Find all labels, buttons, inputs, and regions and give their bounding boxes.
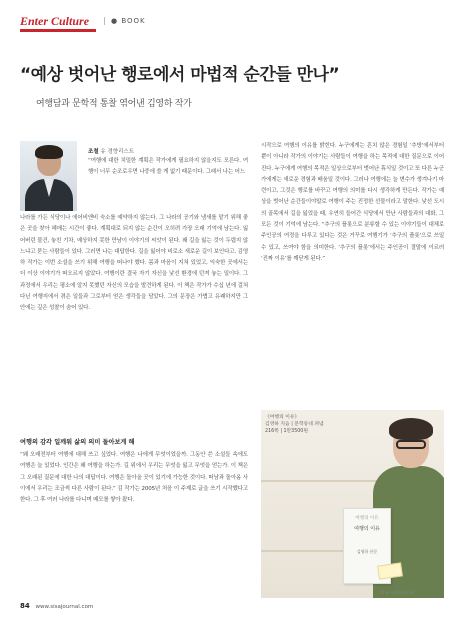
byline bbox=[88, 147, 134, 155]
header-rule bbox=[20, 29, 96, 32]
glasses-icon bbox=[396, 440, 426, 449]
body-paragraph-1: “여행에 대한 치밀한 계획은 작가에게 필요하지 않을지도 모른다. 여행이 너무 순조로우면 나중에 쓸 게 없기 때문이다. 그래서 나는 어느 bbox=[88, 158, 248, 176]
page-number: 84 bbox=[20, 602, 30, 610]
page-footer bbox=[20, 602, 93, 610]
byline-role: 유 경향리스트 bbox=[100, 149, 135, 155]
site-url: www.sisajournal.com bbox=[35, 604, 94, 610]
body-paragraph-2: 나라를 가든 식당이나 에어비앤비 숙소를 예약하지 않는다. 그 나라의 공기와 냄새를 맡기 위해 좋은 곳을 찾아 헤매는 시간이 좋다. 계획대로 되지 않는 순간이 오히려 가장 오래 기억에 남는다. 잃어버린 물건, 놓친 기차, 예상하지 못한 만남이 이야기의 씨앗이 된다. 왜 길을 잃는 것이 두렵지 않느냐고 묻는 사람들이 있다. 그러면 나는 대답한다. 길을 잃어야 비로소 새로운 길이 보인다고. 김영하 작가는 이번 소설을 쓰기 위해 여행을 떠나야 했다. 몸과 마음이 지쳐 있었고, 익숙한 곳에서는 더 이상 이야기가 떠오르지 않았다. 여행이란 결국 자기 자신을 낯선 환경에 던져 놓는 일이다. 그 과정에서 우리는 평소에 알지 못했던 자신의 모습을 발견하게 된다. 이 책은 작가가 수십 년에 걸쳐 다닌 여행지에서 겪은 일들과 그로부터 얻은 생각들을 담았다. 그의 문장은 가볍고 유쾌하지만 그 안에는 깊은 성찰이 숨어 있다. bbox=[20, 215, 248, 312]
section-title: Enter Culture bbox=[20, 14, 90, 28]
section-category: ● BOOK bbox=[111, 17, 146, 25]
header-separator: | bbox=[103, 16, 106, 25]
body-paragraph-4: 시작으로 여행의 이유를 밝힌다. 누구에게는 흔치 않은 경험일 ‘추방’에서부터 뿐이 아니라 작가의 이야기는 사람들이 여행을 하는 목적에 대한 질문으로 이어진다. 누구에게 여행의 목적은 일상으로부터 벗어난 휴식일 것이고 또 다른 누군가에게는 새로운 경험과 배움일 것이다. 그러나 여행에는 늘 변수가 생겨나기 마련이고, 그것은 행로를 바꾸고 여행의 의미를 다시 생각하게 만든다. 작가는 예상을 벗어난 순간들이야말로 여행이 주는 진정한 선물이라고 말한다. 낯선 도시의 골목에서 길을 잃었을 때, 우연히 들어간 식당에서 만난 사람들과의 대화, 그 모든 것이 기억에 남는다. “추구의 플롯으로 분류할 수 있는 이야기들이 대체로 주인공의 여정을 다루고 있다는 것은 거꾸로 여행기가 ‘추구의 플롯’으로 쓰일 수 있고, 쓰여야 함을 의미한다. ‘추구의 플롯’에서는 주인공이 결말에 이르러 ‘진짜 이유’를 깨닫게 된다.” bbox=[261, 143, 444, 262]
section-header bbox=[20, 11, 444, 33]
article-headline: “예상 벗어난 행로에서 마법적 순간들 만나” bbox=[20, 65, 340, 85]
book-cover-title: 여행의 이유 bbox=[354, 526, 380, 532]
photo-caption: 《여행의 이유》 김영하 지음 | 문학동네 펴냄 216쪽 | 1만3500원 bbox=[265, 415, 324, 434]
byline-name: 조철 bbox=[88, 149, 99, 155]
article-subhead: 여행담과 문학적 통찰 엮어낸 김영하 작가 bbox=[36, 99, 192, 109]
author-photo bbox=[20, 141, 77, 211]
book-cover bbox=[343, 508, 391, 584]
book-cover-small-title: 여행의 이유 bbox=[355, 516, 379, 521]
book-cover-subtitle: 김영하 산문 bbox=[356, 549, 378, 554]
section-heading: 여행의 감각 일깨워 삶의 의미 돌아보게 해 bbox=[20, 439, 135, 446]
author-book-photo bbox=[261, 410, 444, 598]
photo-credit: © 뉴스원/문학동네 bbox=[380, 590, 414, 595]
body-paragraph-3: “왜 오래전부터 여행에 대해 쓰고 싶었다. 여행은 나에게 무엇이었을까. 그동안 쓴 소설들 속에도 여행은 늘 있었다. 인간은 왜 여행을 하는가. 길 위에서 우리는 무엇을 잃고 무엇을 얻는가. 이 책은 그 오래된 질문에 대한 나의 대답이다. 여행은 돌아올 곳이 있기에 가능한 것이다. 떠남과 돌아옴 사이에서 우리는 조금씩 다른 사람이 된다.” 김 작가는 2005년 처음 이 주제로 글을 쓰기 시작했다고 한다. 그 후 여러 나라를 다니며 메모를 쌓아 왔다. bbox=[20, 452, 248, 504]
